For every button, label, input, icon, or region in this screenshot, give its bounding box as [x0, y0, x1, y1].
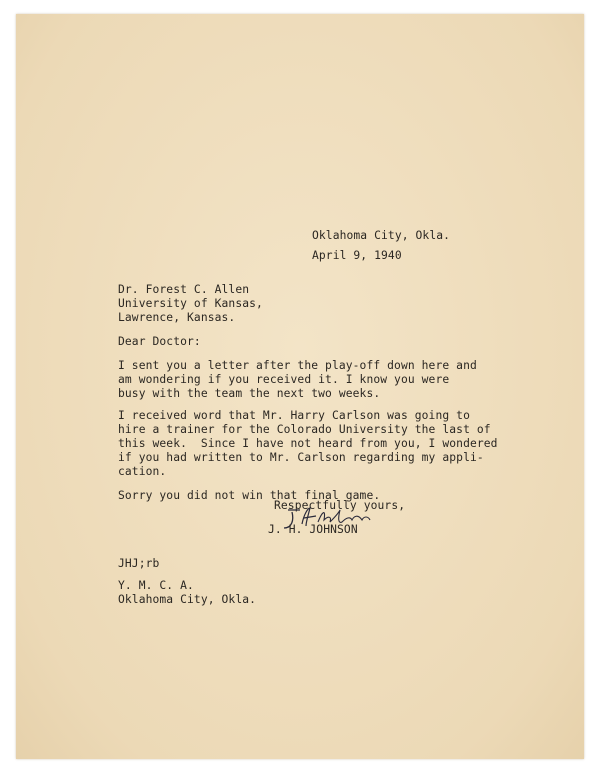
letter-page	[16, 14, 584, 759]
paragraph-3: Sorry you did not win that final game.	[118, 489, 381, 502]
recipient-city: Lawrence, Kansas.	[118, 311, 236, 324]
letter-place: Oklahoma City, Okla.	[312, 229, 451, 242]
paragraph-2-line-1: I received word that Mr. Harry Carlson was going to	[118, 409, 470, 422]
sender-organization: Y. M. C. A.	[118, 579, 194, 592]
salutation: Dear Doctor:	[118, 335, 201, 348]
paragraph-2-line-2: hire a trainer for the Colorado University the last of	[118, 423, 491, 436]
paragraph-2-line-4: if you had written to Mr. Carlson regarding my appli-	[118, 451, 484, 464]
paragraph-1-line-3: busy with the team the next two weeks.	[118, 387, 381, 400]
recipient-name: Dr. Forest C. Allen	[118, 283, 250, 296]
signer-name: J. H. JOHNSON	[268, 523, 358, 536]
paragraph-2-line-3: this week. Since I have not heard from you, I wondered	[118, 437, 498, 450]
paragraph-2-line-5: cation.	[118, 465, 167, 478]
paragraph-1-line-1: I sent you a letter after the play-off down here and	[118, 359, 477, 372]
sender-city: Oklahoma City, Okla.	[118, 593, 257, 606]
recipient-institution: University of Kansas,	[118, 297, 263, 310]
typist-initials: JHJ;rb	[118, 557, 160, 570]
letter-date: April 9, 1940	[312, 249, 402, 262]
paragraph-1-line-2: am wondering if you received it. I know you were	[118, 373, 450, 386]
closing: Respectfully yours,	[274, 499, 406, 512]
